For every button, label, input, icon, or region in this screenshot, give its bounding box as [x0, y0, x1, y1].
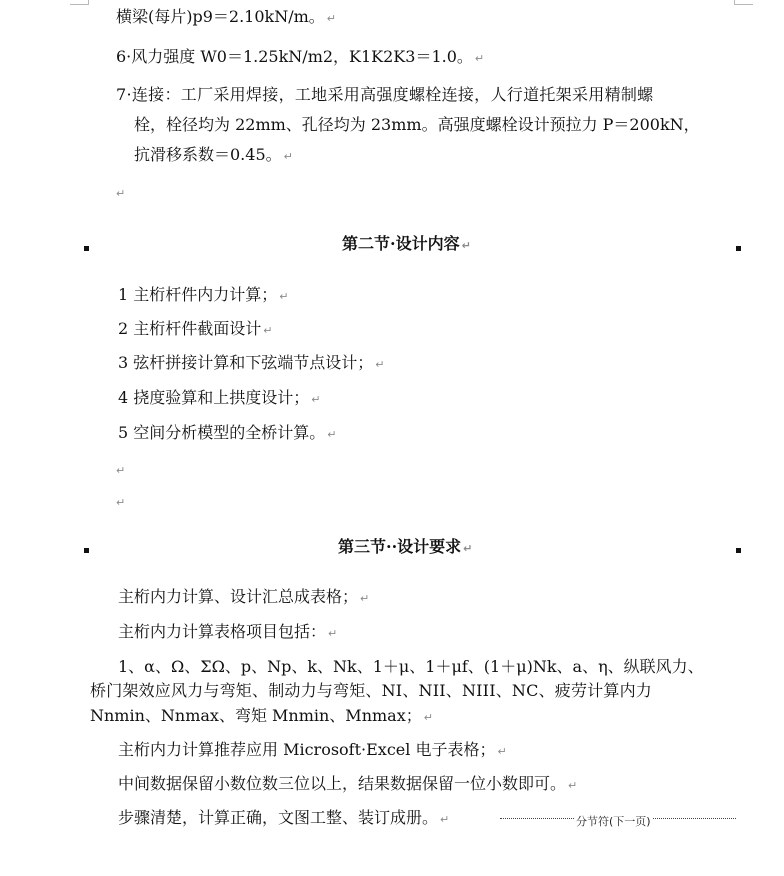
list-item-text: 2 主桁杆件截面设计: [118, 319, 262, 338]
paragraph: [118, 774, 577, 796]
empty-paragraph-mark: ↵: [116, 464, 126, 477]
paragraph: [118, 808, 449, 830]
text-line-content: 横梁(每片)p9＝2.10kN/m。: [116, 7, 325, 26]
paragraph-mark: ↵: [327, 428, 337, 441]
paragraph-mark: ↵: [461, 239, 471, 252]
paragraph-mark: ↵: [360, 592, 370, 605]
text-line: [134, 145, 293, 167]
heading-text: 第二节·设计内容: [342, 234, 460, 253]
paragraph-text: 主桁内力计算推荐应用 Microsoft·Excel 电子表格；: [118, 740, 496, 759]
paragraph: [118, 740, 507, 762]
text-line-content: 6·风力强度 W0＝1.25kN/m2，K1K2K3＝1.0。: [116, 47, 473, 66]
heading-marker-right: [736, 246, 741, 251]
paragraph: [118, 622, 337, 644]
list-item-text: 5 空间分析模型的全桥计算。: [118, 423, 326, 442]
list-item: [118, 423, 337, 445]
paragraph-text: 主桁内力计算表格项目包括：: [118, 622, 327, 641]
paragraph-text: 中间数据保留小数位数三位以上，结果数据保留一位小数即可。: [118, 774, 567, 793]
heading-marker-left: [84, 548, 89, 553]
text-line: [116, 7, 336, 29]
text-line: [116, 85, 653, 105]
paragraph-mark: ↵: [263, 324, 273, 337]
empty-paragraph-mark: ↵: [116, 496, 126, 509]
paragraph: [118, 587, 369, 609]
paragraph-mark: ↵: [375, 358, 385, 371]
text-line-content: 7·连接：工厂采用焊接，工地采用高强度螺栓连接，人行道托架采用精制螺: [116, 85, 654, 104]
paragraph-mark: ↵: [568, 779, 578, 792]
margin-mark-top-right: [734, 0, 753, 5]
text-line-content: 栓，栓径均为 22mm、孔径均为 23mm。高强度螺栓设计预拉力 P＝200kN，: [134, 115, 700, 134]
section2-heading: [342, 234, 471, 256]
paragraph-line: [90, 706, 433, 728]
paragraph-mark: ↵: [440, 813, 450, 826]
empty-paragraph-mark: ↵: [116, 187, 126, 200]
paragraph-mark: ↵: [328, 627, 338, 640]
list-item: [118, 319, 273, 341]
paragraph-mark: ↵: [279, 290, 289, 303]
text-line: [116, 47, 484, 69]
list-item: [118, 388, 321, 410]
paragraph-text: Nnmin、Nnmax、弯矩 Mnmin、Mnmax；: [90, 706, 422, 725]
paragraph-mark: ↵: [423, 711, 433, 724]
paragraph-mark: ↵: [326, 12, 337, 25]
paragraph-mark: ↵: [497, 745, 507, 758]
paragraph-text: 主桁内力计算、设计汇总成表格；: [118, 587, 359, 606]
list-item: [118, 353, 385, 375]
paragraph-mark: ↵: [474, 52, 485, 65]
paragraph-line: [118, 657, 704, 677]
paragraph-text: 步骤清楚，计算正确，文图工整、装订成册。: [118, 808, 439, 827]
list-item: [118, 285, 289, 307]
paragraph-mark: ↵: [283, 150, 293, 163]
heading-marker-left: [84, 246, 89, 251]
list-item-text: 4 挠度验算和上拱度设计；: [118, 388, 310, 407]
heading-text: 第三节··设计要求: [338, 537, 462, 556]
list-item-text: 1 主桁杆件内力计算；: [118, 285, 278, 304]
text-line-content: 抗滑移系数＝0.45。: [134, 145, 282, 164]
section-break-label: 分节符(下一页): [576, 815, 651, 828]
text-line: [134, 115, 700, 135]
section3-heading: [338, 537, 472, 559]
margin-mark-top-left: [70, 0, 89, 5]
paragraph-line: [90, 681, 652, 701]
paragraph-text: 1、α、Ω、ΣΩ、p、Np、k、Nk、1＋μ、1＋μf、(1＋μ)Nk、a、η、纵联风力、: [118, 657, 704, 676]
paragraph-mark: ↵: [311, 393, 321, 406]
heading-marker-right: [736, 548, 741, 553]
paragraph-text: 桥门架效应风力与弯矩、制动力与弯矩、NI、NII、NIII、NC、疲劳计算内力: [90, 681, 652, 700]
list-item-text: 3 弦杆拼接计算和下弦端节点设计；: [118, 353, 374, 372]
paragraph-mark: ↵: [463, 542, 473, 555]
